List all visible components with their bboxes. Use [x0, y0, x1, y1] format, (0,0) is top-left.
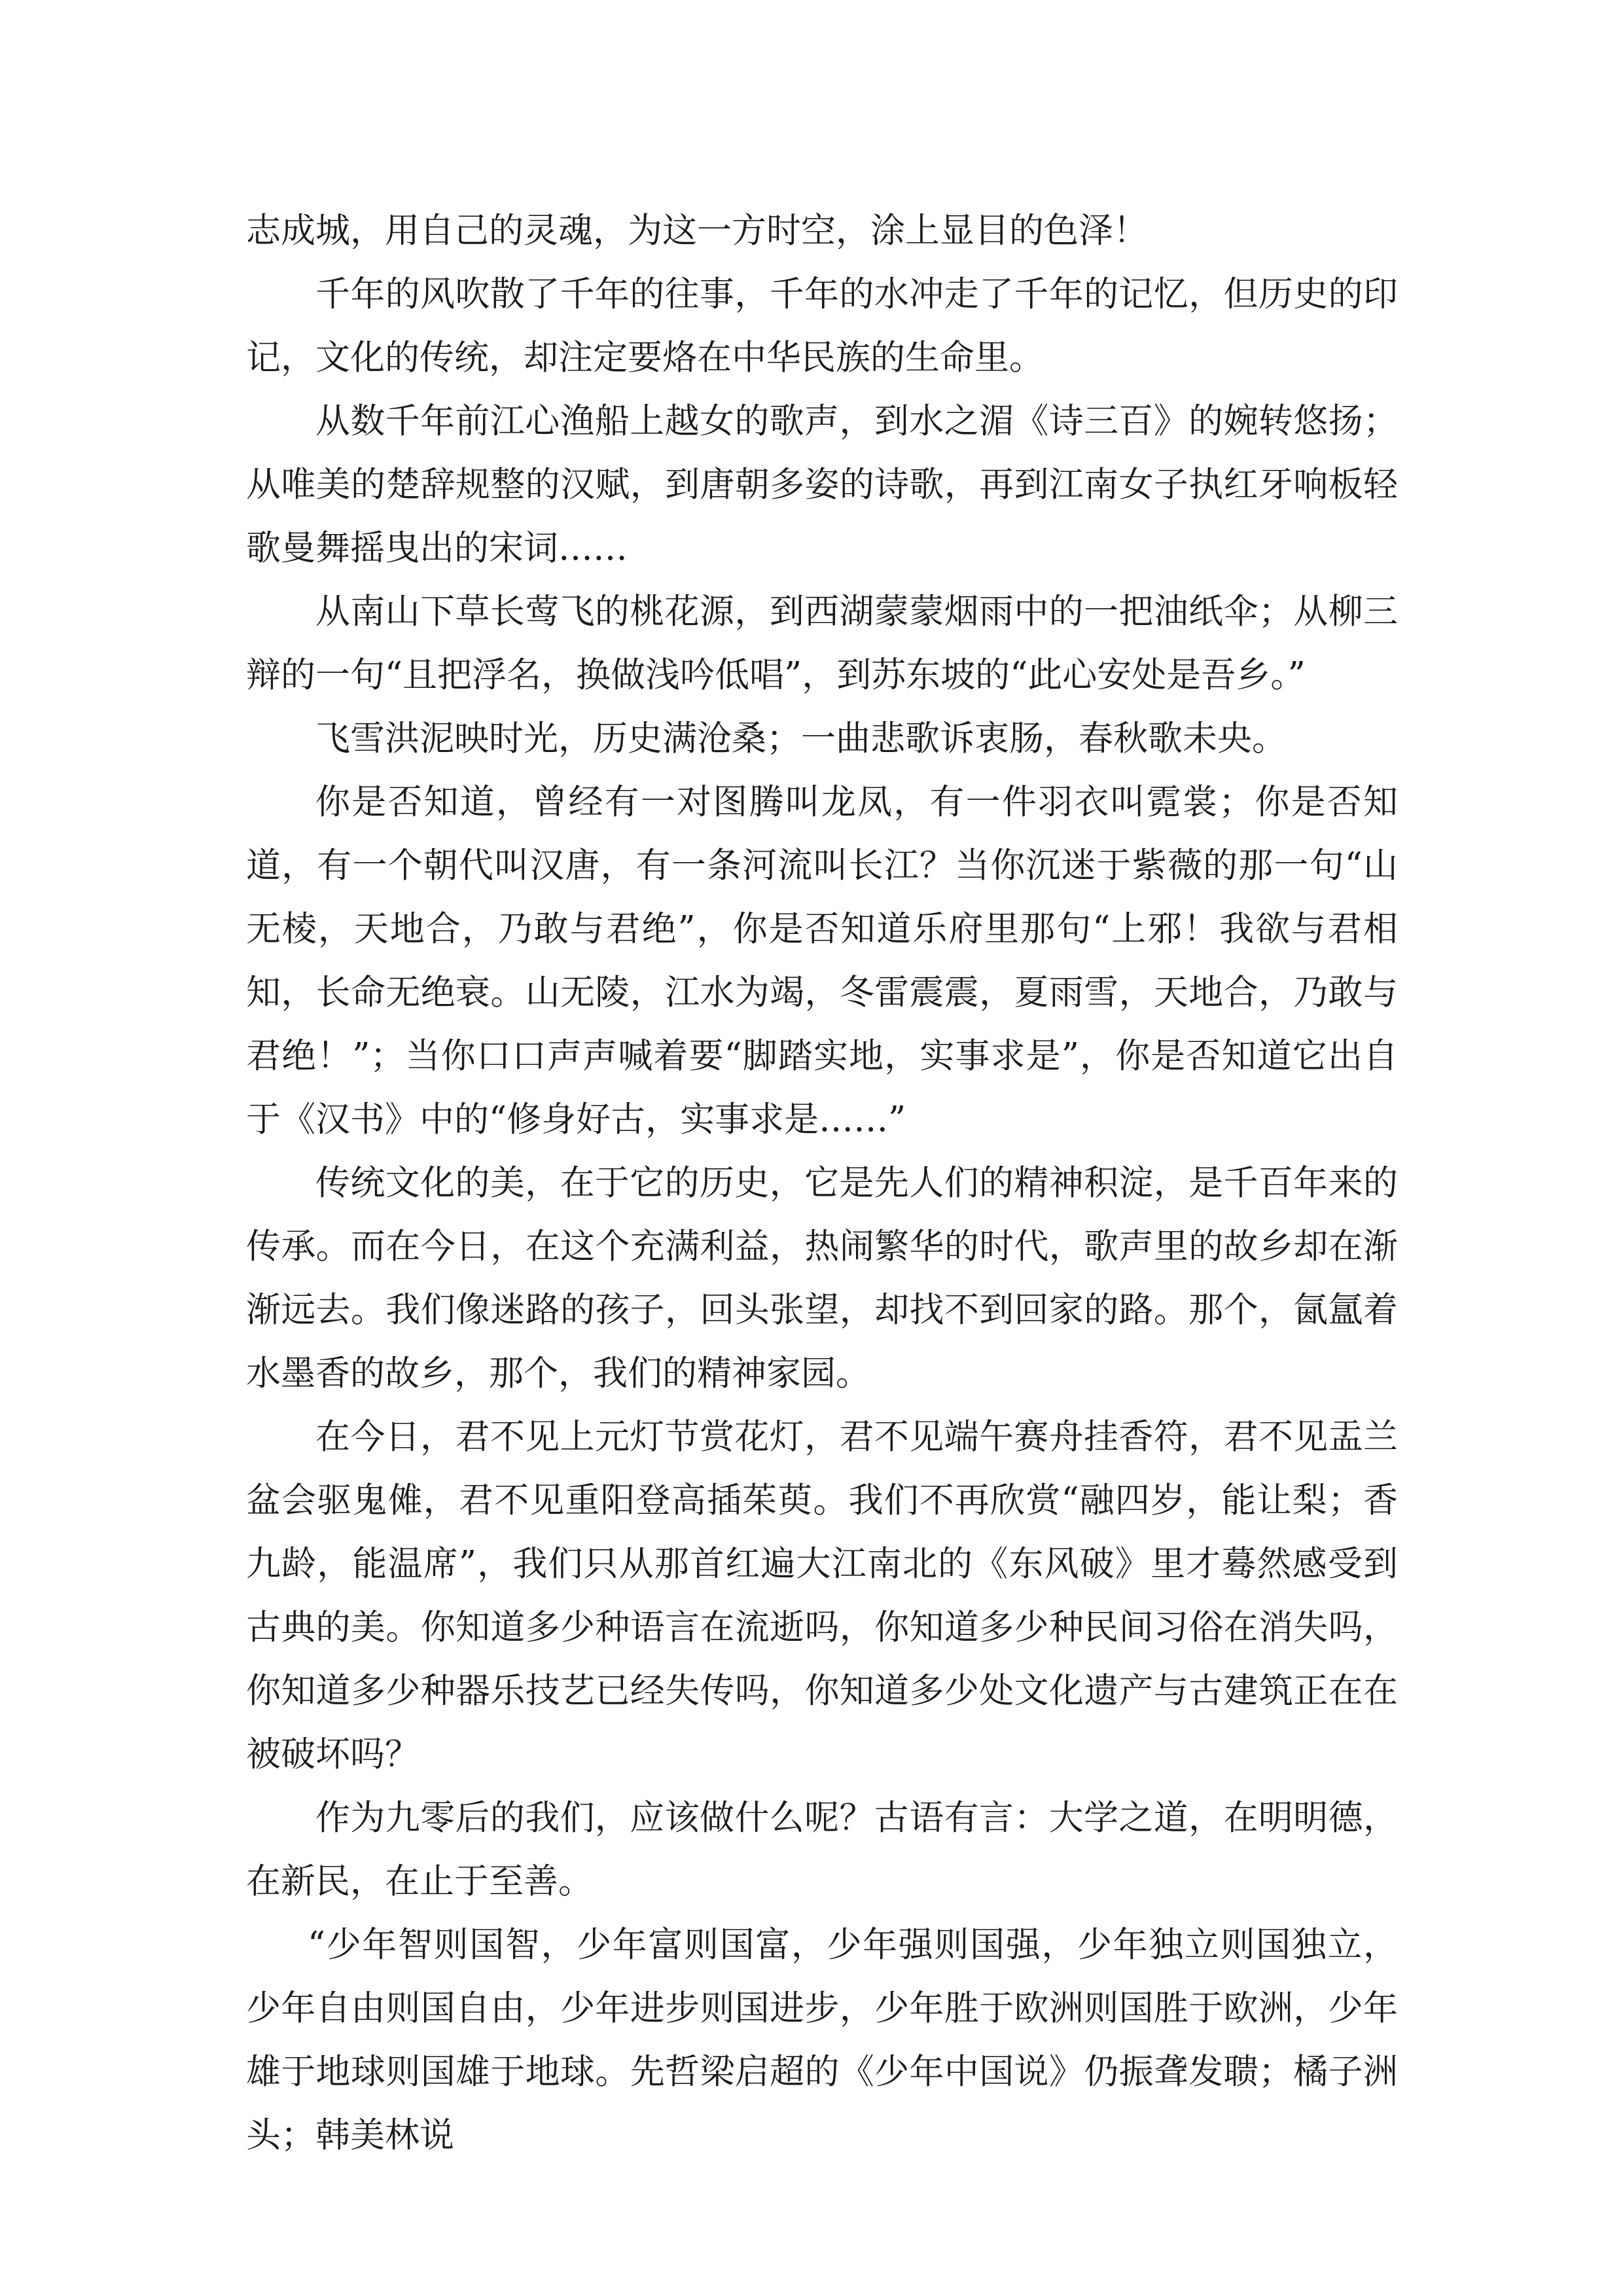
paragraph-songs-and-poems: 从数千年前江心渔船上越女的歌声，到水之湄《诗三百》的婉转悠扬；从唯美的楚辞规整的汉赋，到唐朝多姿的诗歌，再到江南女子执红牙响板轻歌曼舞摇曳出的宋词……	[246, 401, 1398, 568]
paragraph-do-you-know: 你是否知道，曾经有一对图腾叫龙凤，有一件羽衣叫霓裳；你是否知道，有一个朝代叫汉唐，有一条河流叫长江？当你沉迷于紫薇的那一句“山无棱，天地合，乃敢与君绝”，你是否知道乐府里那句“上邪！我欲与君相知，长命无绝衰。山无陵，江水为竭，冬雷震震，夏雨雪，天地合，乃敢与君绝！”；当你口口声声喊着要“脚踏实地，实事求是”，你是否知道它出自于《汉书》中的“修身好古，实事求是……”	[246, 782, 1398, 1139]
paragraph-post-90s: 作为九零后的我们，应该做什么呢？古语有言：大学之道，在明明德，在新民，在止于至善。	[246, 1798, 1398, 1901]
paragraph-peach-blossom: 从南山下草长莺飞的桃花源，到西湖蒙蒙烟雨中的一把油纸伞；从柳三辩的一句“且把浮名，换做浅吟低唱”，到苏东坡的“此心安处是吾乡。”	[246, 592, 1398, 695]
paragraph-thousand-years: 千年的风吹散了千年的往事，千年的水冲走了千年的记忆，但历史的印记，文化的传统，却注定要烙在中华民族的生命里。	[246, 274, 1398, 378]
paragraph-traditional-beauty: 传统文化的美，在于它的历史，它是先人们的精神积淀，是千百年来的传承。而在今日，在这个充满利益，热闹繁华的时代，歌声里的故乡却在渐渐远去。我们像迷路的孩子，回头张望，却找不到回家的路。那个，氤氲着水墨香的故乡，那个，我们的精神家园。	[246, 1163, 1398, 1393]
paragraph-festivals: 在今日，君不见上元灯节赏花灯，君不见端午赛舟挂香符，君不见盂兰盆会驱鬼傩，君不见重阳登高插茱萸。我们不再欣赏“融四岁，能让梨；香九龄，能温席”，我们只从那首红遍大江南北的《东风破》里才蓦然感受到古典的美。你知道多少种语言在流逝吗，你知道多少种民间习俗在消失吗，你知道多少种器乐技艺已经失传吗，你知道多少处文化遗产与古建筑正在在被破坏吗？	[246, 1417, 1398, 1774]
paragraph-flying-snow: 飞雪洪泥映时光，历史满沧桑；一曲悲歌诉衷肠，春秋歌未央。	[315, 719, 1287, 759]
essay-body	[246, 199, 1398, 2167]
paragraph-young-china: “少年智则国智，少年富则国富，少年强则国强，少年独立则国独立，少年自由则国自由，少年进步则国进步，少年胜于欧洲则国胜于欧洲，少年雄于地球则国雄于地球。先哲梁启超的《少年中国说》仍振聋发聩；橘子洲头；韩美林说	[246, 1925, 1398, 2155]
paragraph-continuation: 志成城，用自己的灵魂，为这一方时空，涂上显目的色泽！	[246, 211, 1148, 251]
